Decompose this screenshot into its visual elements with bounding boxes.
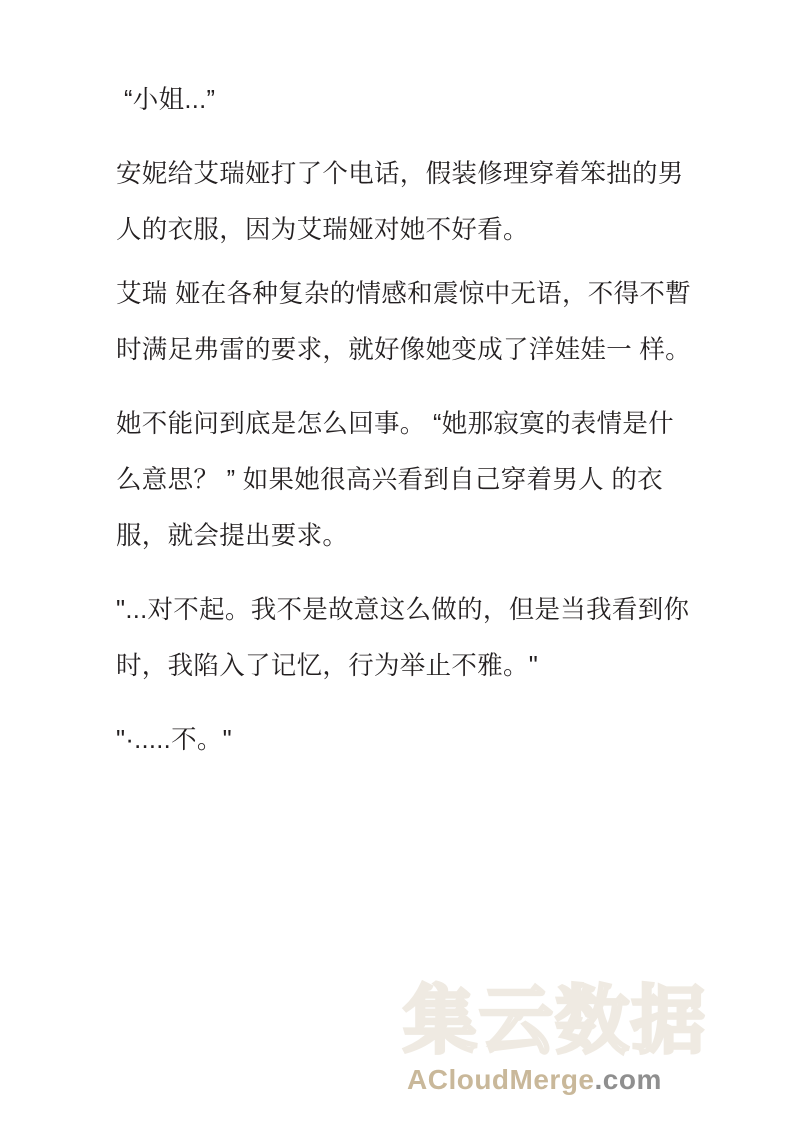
watermark-chinese-text: 集云数据 xyxy=(403,979,707,1062)
watermark-latin-prefix: ACloudMerge xyxy=(407,1064,595,1095)
watermark xyxy=(403,980,783,1105)
paragraph: “小姐...” xyxy=(124,86,216,114)
paragraph: 艾瑞 娅在各种复杂的情感和震惊中无语，不得不暫时满足弗雷的要求，就好像她变成了洋娃娃一 样。 xyxy=(116,280,691,364)
paragraph-spacer xyxy=(116,386,691,396)
paragraph-spacer xyxy=(116,572,691,582)
text-column xyxy=(116,72,691,776)
paragraph-spacer xyxy=(116,136,691,146)
paragraph-spacer xyxy=(116,702,691,712)
watermark-latin-text xyxy=(407,1064,662,1096)
paragraph: 她不能问到底是怎么回事。 “她那寂寞的表情是什么意思？ ” 如果她很高兴看到自己穿着男人 的衣服，就会提出要求。 xyxy=(116,410,674,550)
paragraph: 安妮给艾瑞娅打了个电话，假装修理穿着笨拙的男人的衣服，因为艾瑞娅对她不好看。 xyxy=(116,160,684,244)
watermark-latin-suffix: .com xyxy=(594,1064,662,1095)
paragraph: "...对不起。我不是故意这么做的，但是当我看到你时，我陷入了记忆，行为举止不雅。" xyxy=(116,596,690,680)
paragraph: "·.....不。" xyxy=(116,726,233,754)
